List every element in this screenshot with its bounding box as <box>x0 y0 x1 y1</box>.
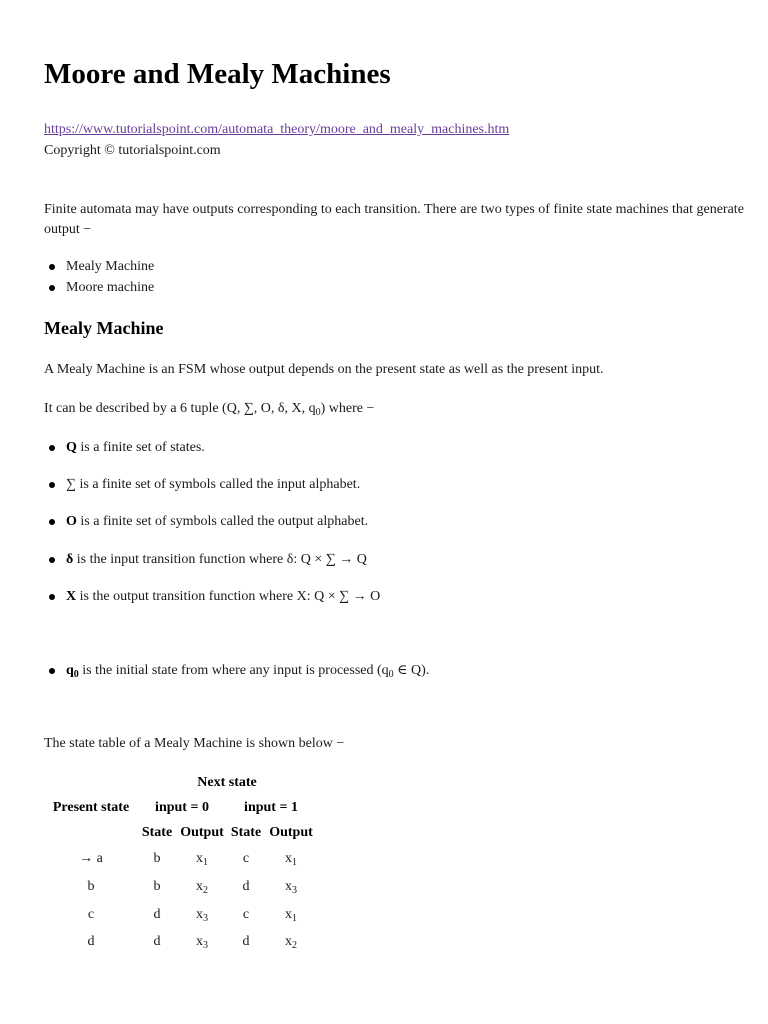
tuple-item-o <box>66 512 368 532</box>
list-item-moore: Moore machine <box>66 278 154 298</box>
tuple-subscript: 0 <box>315 407 321 418</box>
cell-out-0: $x_1$ <box>196 851 208 868</box>
cell-next-1: d <box>242 879 250 894</box>
copyright-text: Copyright © tutorialspoint.com <box>44 143 221 158</box>
term-desc: is the initial state from where any input is processed (q <box>78 663 389 678</box>
tuple-suffix: ) where − <box>320 401 375 416</box>
table-intro: The state table of a Mealy Machine is shown below − <box>44 736 345 751</box>
header-present-state: Present state <box>52 800 130 815</box>
section-heading-mealy: Mealy Machine <box>44 318 164 338</box>
term-desc: ∑ is a finite set of symbols called the input alphabet. <box>66 477 361 492</box>
term-desc: is the output transition function where X: Q × ∑ → O <box>76 589 381 604</box>
header-output-0: Output <box>180 825 224 840</box>
page-title: Moore and Mealy Machines <box>44 58 391 90</box>
cell-out-1: $x_1$ <box>285 907 297 924</box>
cell-out-1: $x_1$ <box>285 851 297 868</box>
source-link[interactable]: https://www.tutorialspoint.com/automata_theory/moore_and_mealy_machines.htm <box>44 122 510 137</box>
header-state-0: State <box>141 825 173 840</box>
header-output-1: Output <box>269 825 313 840</box>
header-state-1: State <box>230 825 262 840</box>
intro-paragraph: Finite automata may have outputs corresponding to each transition. There are two types of finite state machines that generate output − <box>44 202 744 237</box>
cell-next-1: d <box>242 934 250 949</box>
cell-out-1: $x_3$ <box>285 879 297 896</box>
cell-out-0: $x_3$ <box>196 907 208 924</box>
cell-next-0: b <box>153 851 161 866</box>
cell-present: → a <box>79 851 103 866</box>
tuple-item-sigma <box>66 475 360 495</box>
header-input-1: input = 1 <box>244 800 298 815</box>
term: X <box>66 589 77 604</box>
cell-next-1: c <box>242 907 250 922</box>
tuple-item-x <box>66 587 380 607</box>
cell-next-0: d <box>153 934 161 949</box>
cell-next-0: d <box>153 907 161 922</box>
term-desc: is a finite set of symbols called the output alphabet. <box>76 514 369 529</box>
cell-present: d <box>87 934 95 949</box>
cell-present: c <box>87 907 95 922</box>
cell-present: b <box>87 879 95 894</box>
cell-out-0: $x_3$ <box>196 934 208 951</box>
header-input-0: input = 0 <box>155 800 209 815</box>
term-desc: is a finite set of states. <box>76 440 205 455</box>
cell-next-0: b <box>153 879 161 894</box>
tuple-item-q <box>66 438 205 458</box>
tuple-prefix: It can be described by a 6 tuple (Q, ∑, O, δ, X, q <box>44 401 316 416</box>
term: O <box>66 514 77 529</box>
term-subscript: 0 <box>73 669 79 680</box>
header-next-state: Next state <box>197 775 257 790</box>
tuple-definition <box>44 399 374 423</box>
term-desc: is the input transition function where δ: Q × ∑ → Q <box>73 552 367 567</box>
term: Q <box>66 440 77 455</box>
desc-subscript: 0 <box>388 669 394 680</box>
mealy-description: A Mealy Machine is an FSM whose output depends on the present state as well as the present input. <box>44 362 604 377</box>
term-desc-end: ∈ Q). <box>393 663 430 678</box>
cell-out-1: $x_2$ <box>285 934 297 951</box>
term: δ <box>66 552 74 567</box>
tuple-item-delta <box>66 550 367 570</box>
term: q <box>66 663 74 678</box>
list-item-mealy: Mealy Machine <box>66 257 154 277</box>
cell-out-0: $x_2$ <box>196 879 208 896</box>
cell-next-1: c <box>242 851 250 866</box>
tuple-item-q0 <box>66 661 429 685</box>
